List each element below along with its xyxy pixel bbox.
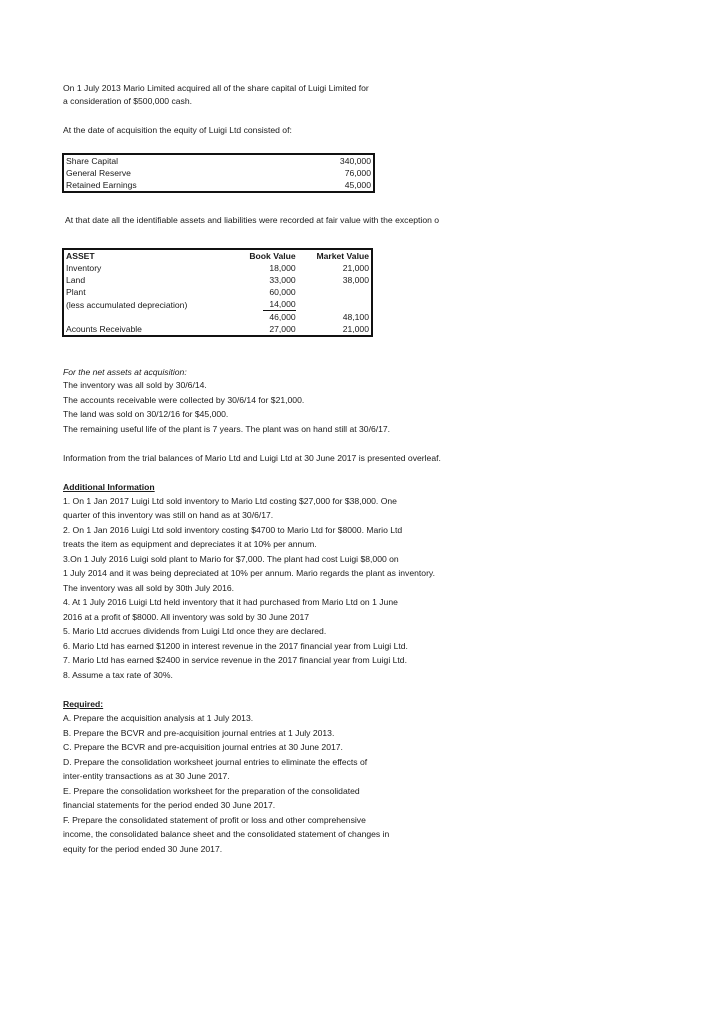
book-value: 33,000 <box>269 275 296 285</box>
asset-name: Acounts Receivable <box>66 324 142 334</box>
equity-label: Share Capital <box>66 156 119 166</box>
net-assets-line: The land was sold on 30/12/16 for $45,000. <box>63 409 229 419</box>
book-value: 60,000 <box>269 287 296 297</box>
asset-name: (less accumulated depreciation) <box>66 299 188 310</box>
asset-table <box>62 248 373 337</box>
book-value: 27,000 <box>269 324 296 334</box>
additional-info-line: 2. On 1 Jan 2016 Luigi Ltd sold inventory costing $4700 to Mario Ltd for $8000. Mario Ltd <box>63 525 403 535</box>
table-row <box>63 323 372 336</box>
intro-line-2: a consideration of $500,000 cash. <box>63 96 192 106</box>
additional-info-line: 7. Mario Ltd has earned $2400 in service revenue in the 2017 financial year from Luigi Ltd. <box>63 655 407 665</box>
table-header-row <box>63 249 372 262</box>
table-row <box>63 167 374 179</box>
asset-name: Plant <box>66 287 86 297</box>
equity-value: 340,000 <box>339 156 371 166</box>
table-row <box>63 262 372 274</box>
required-line: income, the consolidated balance sheet and the consolidated statement of changes in <box>63 829 390 839</box>
fair-value-note: At that date all the identifiable assets and liabilities were recorded at fair value with the exception o <box>65 215 440 225</box>
equity-label: General Reserve <box>66 168 131 178</box>
book-value: 18,000 <box>269 263 296 273</box>
additional-info-line: 4. At 1 July 2016 Luigi Ltd held inventory that it had purchased from Mario Ltd on 1 June <box>63 597 398 607</box>
equity-label: Retained Earnings <box>66 180 137 190</box>
market-value <box>298 286 372 298</box>
required-line: F. Prepare the consolidated statement of profit or loss and other comprehensive <box>63 815 366 825</box>
additional-info-line: The inventory was all sold by 30th July 2016. <box>63 583 235 593</box>
additional-info-line: 3.On 1 July 2016 Luigi sold plant to Mario for $7,000. The plant had cost Luigi $8,000 on <box>63 554 399 564</box>
table-row <box>63 154 374 167</box>
intro-line-1: On 1 July 2013 Mario Limited acquired all of the share capital of Luigi Limited for <box>63 83 369 93</box>
equity-value: 45,000 <box>344 180 371 190</box>
market-value <box>298 298 372 311</box>
additional-info-line: 8. Assume a tax rate of 30%. <box>63 670 173 680</box>
net-assets-heading: For the net assets at acquisition: <box>63 367 187 377</box>
asset-name <box>63 311 234 323</box>
column-header-market-value: Market Value <box>316 251 369 261</box>
additional-info-line: 1 July 2014 and it was being depreciated at 10% per annum. Mario regards the plant as inventory. <box>63 568 435 578</box>
net-assets-line: The accounts receivable were collected by 30/6/14 for $21,000. <box>63 395 305 405</box>
required-line: financial statements for the period ended 30 June 2017. <box>63 800 276 810</box>
additional-info-heading: Additional Information <box>63 482 155 492</box>
column-header-book-value: Book Value <box>249 251 296 261</box>
book-value: 14,000 <box>263 299 295 311</box>
additional-info-line: 5. Mario Ltd accrues dividends from Luigi Ltd once they are declared. <box>63 626 327 636</box>
required-heading: Required: <box>63 699 104 709</box>
book-value-cell <box>234 298 297 311</box>
table-row <box>63 311 372 323</box>
additional-info-line: treats the item as equipment and depreciates it at 10% per annum. <box>63 539 317 549</box>
market-value: 21,000 <box>342 263 369 273</box>
additional-info-line: 2016 at a profit of $8000. All inventory was sold by 30 June 2017 <box>63 612 310 622</box>
required-line: A. Prepare the acquisition analysis at 1 July 2013. <box>63 713 254 723</box>
asset-name: Inventory <box>66 263 102 273</box>
net-assets-line: The inventory was all sold by 30/6/14. <box>63 380 207 390</box>
required-line: B. Prepare the BCVR and pre-acquisition journal entries at 1 July 2013. <box>63 728 335 738</box>
column-header-asset: ASSET <box>66 251 95 261</box>
table-row <box>63 274 372 286</box>
net-assets-line: The remaining useful life of the plant is 7 years. The plant was on hand still at 30/6/17. <box>63 424 391 434</box>
market-value: 48,100 <box>342 312 369 322</box>
additional-info-line: 6. Mario Ltd has earned $1200 in interest revenue in the 2017 financial year from Luigi Ltd. <box>63 641 408 651</box>
table-row <box>63 298 372 311</box>
market-value: 21,000 <box>342 324 369 334</box>
intro-line-3: At the date of acquisition the equity of Luigi Ltd consisted of: <box>63 125 292 135</box>
equity-value: 76,000 <box>344 168 371 178</box>
required-line: equity for the period ended 30 June 2017. <box>63 844 223 854</box>
additional-info-line: 1. On 1 Jan 2017 Luigi Ltd sold inventory to Mario Ltd costing $27,000 for $38,000. One <box>63 496 397 506</box>
required-line: D. Prepare the consolidation worksheet journal entries to eliminate the effects of <box>63 757 368 767</box>
equity-table <box>62 153 375 193</box>
book-value: 46,000 <box>269 312 296 322</box>
required-line: C. Prepare the BCVR and pre-acquisition journal entries at 30 June 2017. <box>63 742 343 752</box>
required-line: inter-entity transactions as at 30 June 2017. <box>63 771 230 781</box>
table-row <box>63 286 372 298</box>
additional-info-line: quarter of this inventory was still on hand as at 30/6/17. <box>63 510 274 520</box>
table-row <box>63 179 374 192</box>
asset-name: Land <box>66 275 86 285</box>
trial-balance-note: Information from the trial balances of Mario Ltd and Luigi Ltd at 30 June 2017 is presented overleaf. <box>63 453 441 463</box>
required-line: E. Prepare the consolidation worksheet for the preparation of the consolidated <box>63 786 360 796</box>
market-value: 38,000 <box>342 275 369 285</box>
